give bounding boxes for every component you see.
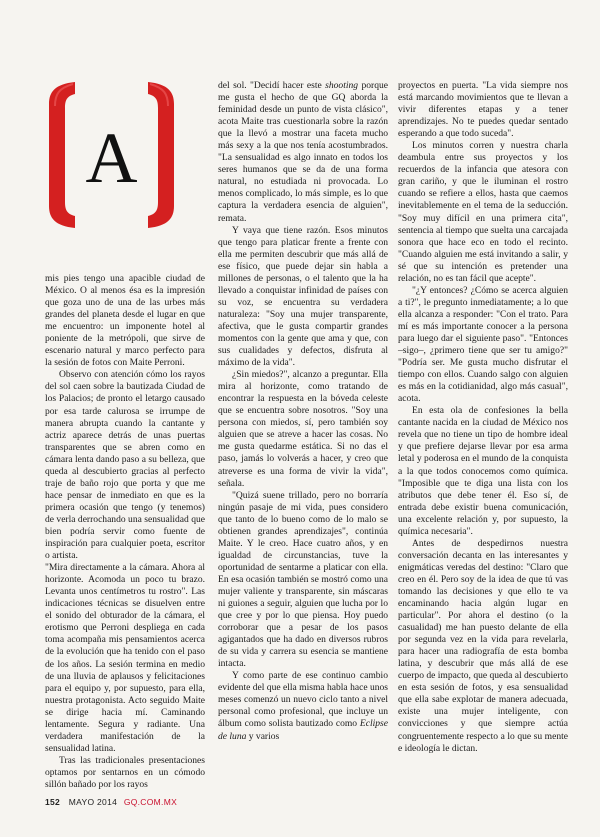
paragraph: Y vaya que tiene razón. Esos minutos que tengo para platicar frente a frente con ella me permiten descubrir que más allá de ese físico, que puede dejar sin habla a millones de personas, o el talento que la ha llevado a conquistar infinidad de países con su voz, se encuentra su verdadera naturaleza: "Soy una mujer transparente, afectiva, que le gusta compartir grandes momentos con la gente que ama y que, con sus cualidades y defectos, disfruta al máximo de la vida". bbox=[218, 224, 388, 369]
paragraph bbox=[218, 80, 388, 225]
paragraph: Tras las tradicionales presentaciones optamos por sentarnos en un cómodo sillón bañado por los rayos bbox=[45, 754, 205, 790]
column-2 bbox=[218, 80, 388, 743]
paragraph: Observo con atención cómo los rayos del sol caen sobre la bautizada Ciudad de los Palacios; de pronto el letargo causado por esa tarde calurosa se irrumpe de manera abrupta cuando la cantante y actriz aparece detrás de unas puertas transparentes que se abren como en cámara lenta dando paso a su belleza, que queda al descubierto gracias al perfecto traje de baño rojo que porta y que me hace pensar de inmediato en que es la primera ocasión que tengo (y tenemos) de verla derrochando una sensualidad que bien podría servir como fuente de inspiración para cualquier poeta, escritor o artista. bbox=[45, 369, 205, 562]
paragraph: mis pies tengo una apacible ciudad de México. O al menos ésa es la impresión que goza uno de una de las urbes más grandes del planeta desde el lugar en que me encuentro: un imponente hotel al poniente de la metrópoli, que sirve de escenario natural y marco perfecto para la sesión de fotos con Maite Perroni. bbox=[45, 273, 205, 369]
italic-term: shooting bbox=[325, 80, 359, 91]
text-run: del sol. "Decidí hacer este bbox=[218, 80, 326, 91]
paragraph: Los minutos corren y nuestra charla deambula entre sus proyectos y los recuerdos de la infancia que atesora con gran cariño, y que le iluminan el rostro cuando se refiere a ellos, hasta que caemos inevitablemente en el tema de la seducción. "Soy muy difícil en una primera cita", sentencia al tiempo que suelta una carcajada sonora que hace eco en todo el recinto. "Cuando alguien me está invitando a salir, y sé que su intención es pretender una relación, no es tan fácil que acepte". bbox=[398, 140, 568, 284]
paragraph: ¿Sin miedos?", alcanzo a preguntar. Ella mira al horizonte, como tratando de encontrar la respuesta en la bóveda celeste que se encuentra sobre nosotros. "Soy una persona con miedos, sí, pero también soy alguien que se atreve a hacer las cosas. No me gusta quedarme estática. Si no das el paso, jamás lo volverás a hacer, y creo que atreverse es una forma de vivir la vida", señala. bbox=[218, 369, 388, 489]
paragraph: Antes de despedirnos nuestra conversación decanta en las interesantes y enigmáticas veredas del destino: "Claro que creo en él. Pero soy de la idea de que tú vas tomando las decisiones y que ello te va encaminando hacia algún lugar en particular". Por ahora el destino (o la casualidad) me han puesto delante de ella por segunda vez en la vida para revelarla, para hacer una radiografía de esta bomba latina, y descubrir que más allá de ese cuerpo de impacto, que queda al descubierto en esta sesión de fotos, y esa sensualidad que ella sabe explotar de manera adecuada, existe una mujer inteligente, con convicciones y que siempre actúa congruentemente respecto a lo que su mente e ideología le dictan. bbox=[398, 537, 568, 754]
text-run: porque me gusta el hecho de que GQ aborda la feminidad desde un punto de vista clásico", acota Maite tras cuestionarla sobre la razón que la llevó a mostrar una faceta mucho más sexy a la que nos tenía acostumbrados. "La sensualidad es algo innato en todos los seres humanos que se da de una forma natural, no estudiada ni provocada. Lo menos complicado, lo más simple, es lo que captura la verdadera esencia de alguien", remata. bbox=[218, 80, 388, 224]
paragraph: proyectos en puerta. "La vida siempre nos está marcando movimientos que te llevan a vivir diferentes etapas y a tener aprendizajes. No te puedes quedar sentado esperando a que todo suceda". bbox=[398, 80, 568, 140]
text-run: y varios bbox=[246, 730, 280, 742]
paragraph: "¿Y entonces? ¿Cómo se acerca alguien a ti?", le pregunto inmediatamente; a lo que ella alcanza a responder: "Con el trato. Para mí es más importante conocer a la persona para luego dar el siguiente paso". "Entonces –sigo–, ¿primero tiene que ser tu amigo?" "Podría ser. Me gusta mucho disfrutar el tiempo con ellos. Cuando salgo con alguien es más en la cotidianidad, algo más casual", acota. bbox=[398, 284, 568, 405]
issue-date: MAYO 2014 bbox=[68, 797, 118, 807]
drop-cap-letter: A bbox=[85, 118, 138, 198]
website-link[interactable]: GQ.COM.MX bbox=[123, 797, 178, 807]
paragraph: En esta ola de confesiones la bella cantante nacida en la ciudad de México nos revela que no tiene un tipo de hombre ideal y que prefiere dejarse llevar por esa arma letal y poderosa en el mundo de la conquista a la que todos conocemos como química. "Imposible que te diga una lista con los atributos que debe tener él. Eso sí, de entrada debe existir buena comunicación, una excelente relación y, por supuesto, la química necesaria". bbox=[398, 405, 568, 537]
text-run: Y como parte de ese continuo cambio evidente del que ella misma habla hace unos meses comenzó un nuevo ciclo tanto a nivel personal como profesional, que incluye un álbum como solista bautizado como bbox=[218, 670, 388, 730]
paragraph bbox=[218, 670, 388, 742]
column-3 bbox=[398, 80, 568, 755]
paragraph: "Mira directamente a la cámara. Ahora al horizonte. Acomoda un poco tu brazo. Levanta unos centímetros tu rostro". Las indicaciones técnicas se disuelven entre el sonido del obturador de la cámara, el erotismo que Perroni despliega en cada toma acompaña mis pensamientos acerca de la evolución que ha tenido con el paso de los años. La sesión termina en medio de una lluvia de aplausos y felicitaciones para el equipo y, por supuesto, para ella, nuestra protagonista. Acto seguido Maite se dirige hacia mí. Caminando lentamente. Segura y radiante. Una verdadera manifestación de la sensualidad latina. bbox=[45, 562, 205, 754]
column-1 bbox=[45, 80, 205, 791]
paragraph: "Quizá suene trillado, pero no borraría ningún pasaje de mi vida, pues considero que tanto de lo bueno como de lo malo se obtienen grandes aprendizajes", continúa Maite. Y le creo. Hace cuatro años, y en igualdad de circunstancias, tuve la oportunidad de sentarme a platicar con ella. En esa ocasión también se mostró como una mujer valiente y transparente, sin máscaras ni guiones a seguir, alguien que lucha por lo que cree y por lo que piensa. Hoy puedo corroborar que a pesar de los pasos agigantados que ha dado en diversos rubros de su vida y carrera su esencia se mantiene intacta. bbox=[218, 489, 388, 670]
album-title: Eclipse de luna bbox=[218, 718, 388, 742]
page-footer bbox=[45, 797, 177, 807]
page-number: 152 bbox=[45, 797, 61, 807]
